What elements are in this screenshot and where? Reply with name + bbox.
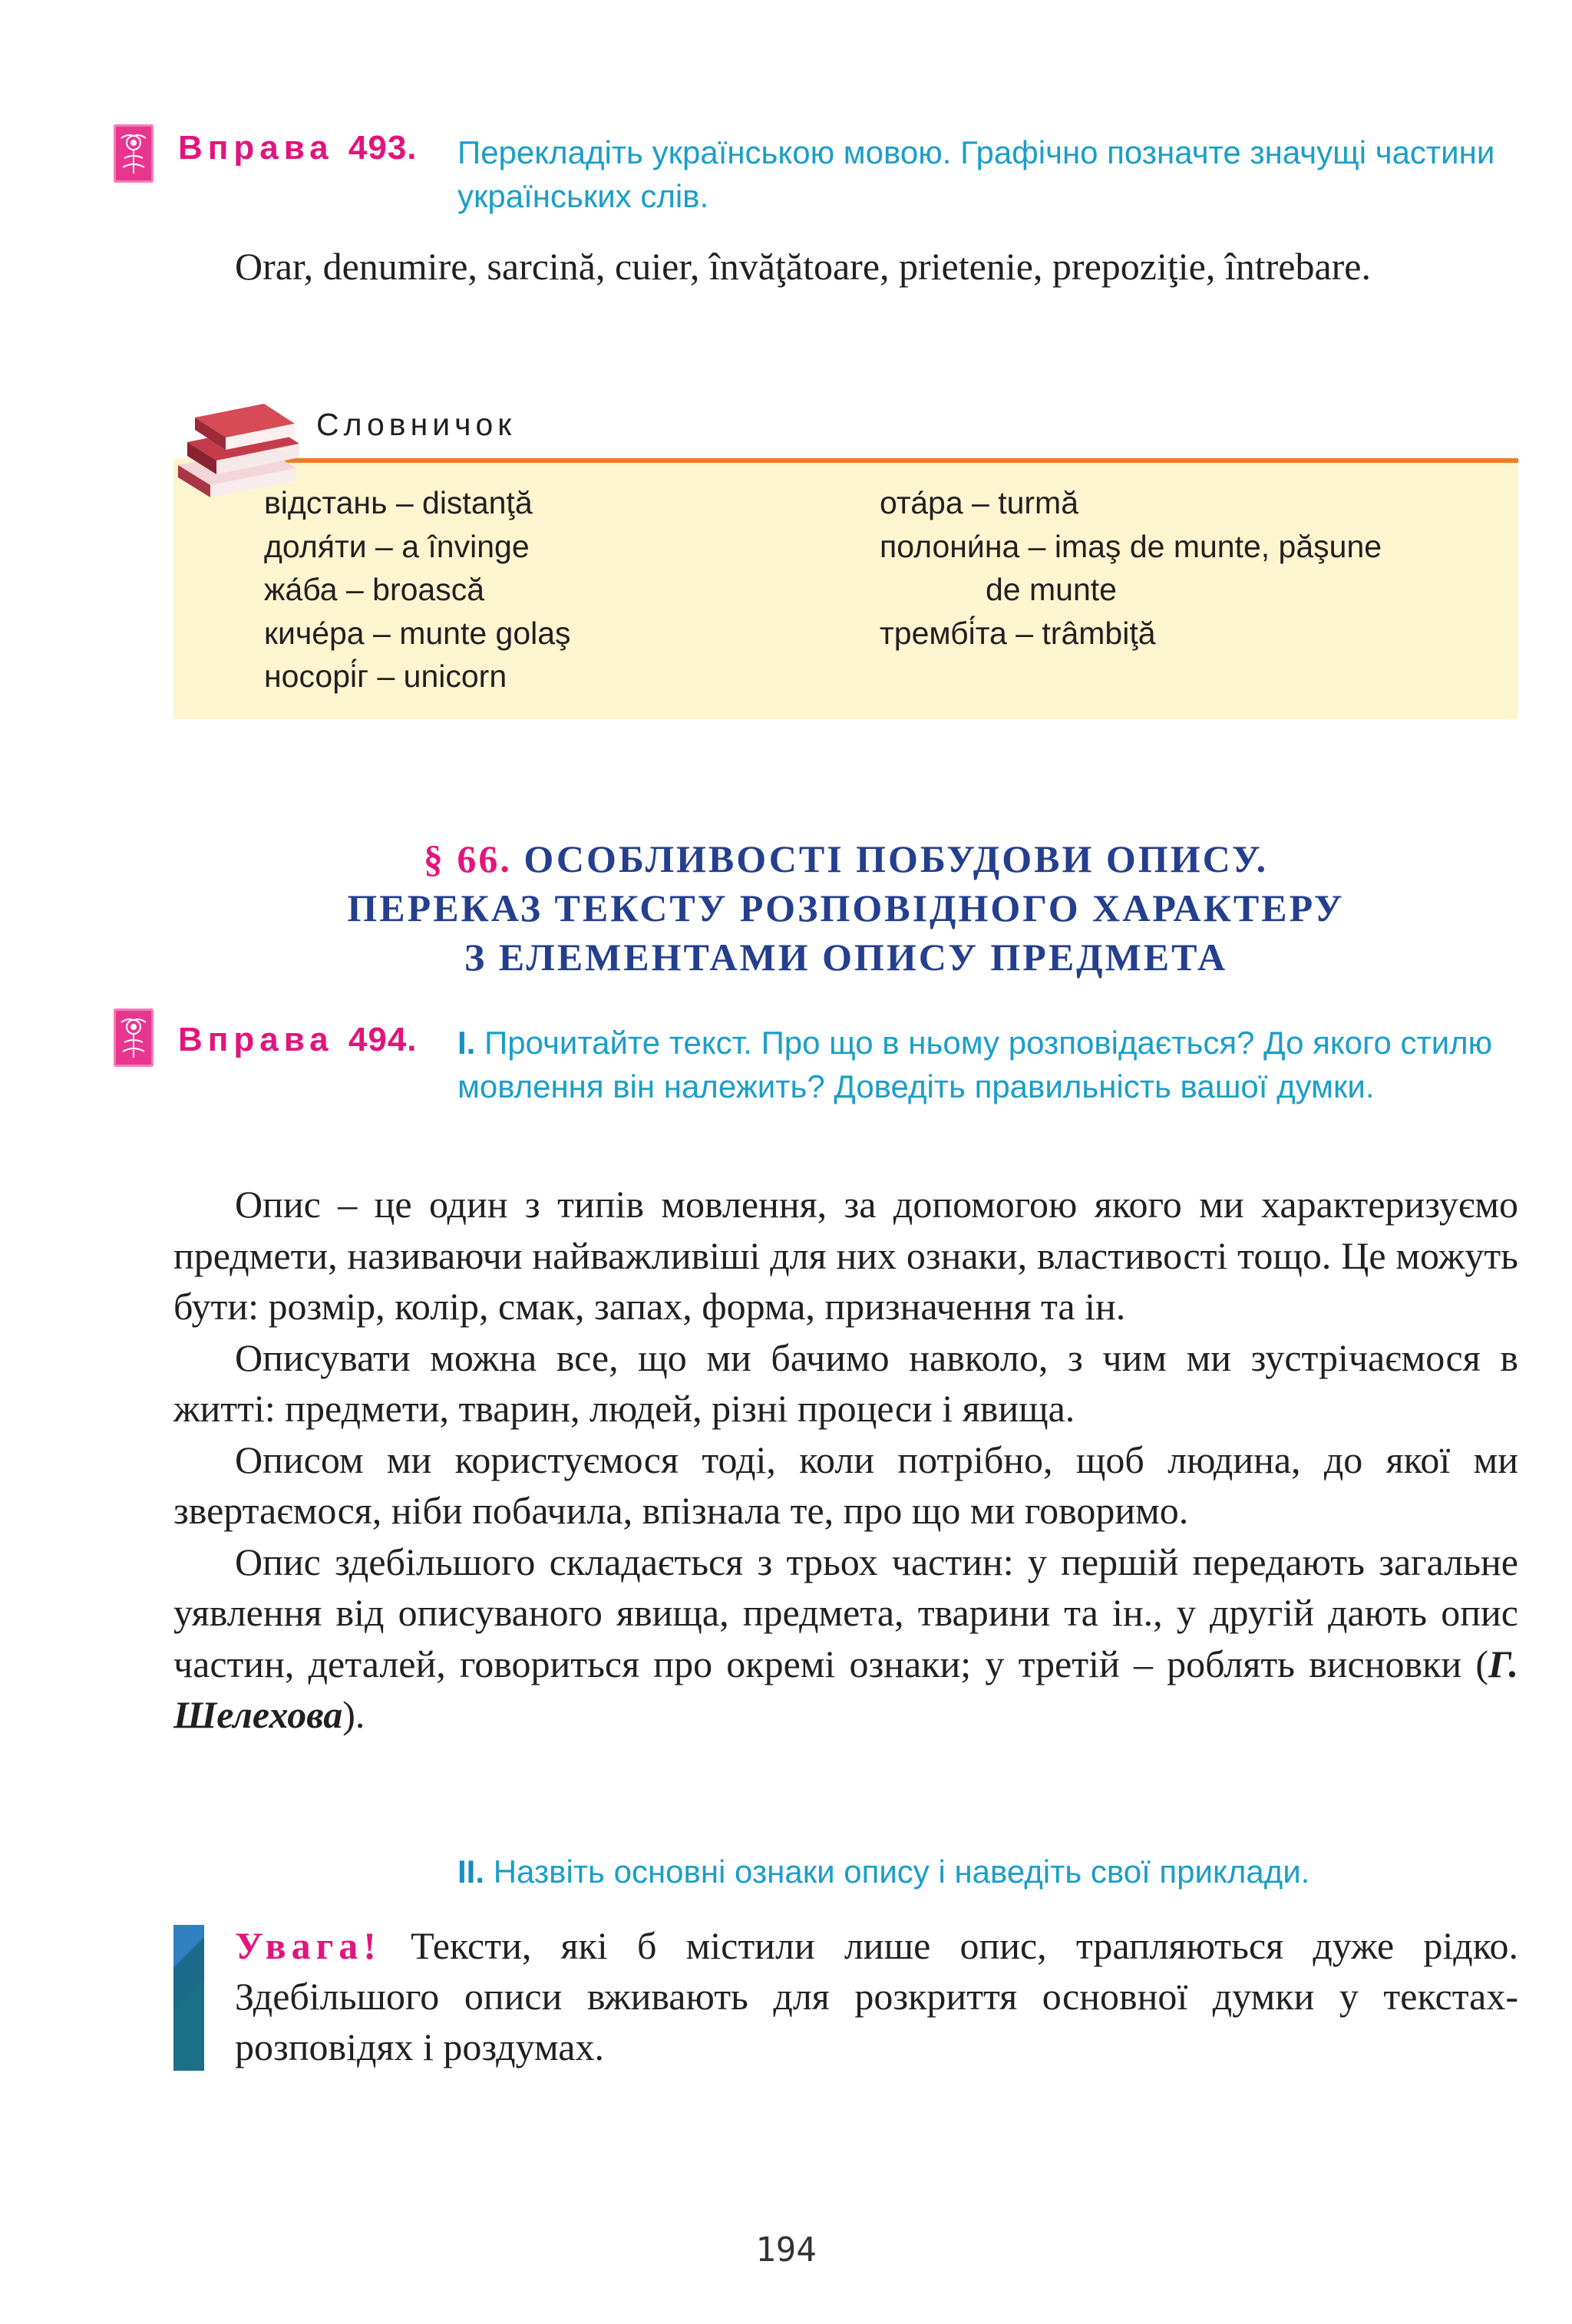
exercise-494-label: Вправа 494.: [178, 1021, 418, 1058]
vocabulary-right-column: [880, 481, 1382, 655]
vocabulary-left-column: [264, 481, 571, 698]
vocab-entry: доля́ти – a învinge: [264, 528, 530, 564]
vocab-entry: полони́на – imaş de munte, păşune: [880, 528, 1382, 564]
paragraph: Описувати можна все, що ми бачимо навколо, з чим ми зустрічаємося в житті: предмети, тварин, людей, різні процеси і явища.: [173, 1335, 1518, 1430]
vocab-entry-continuation: de munte: [986, 572, 1117, 607]
vocab-entry: відстань – distanţă: [264, 485, 533, 520]
exercise-493-text: Orar, denumire, sarcină, cuier, învăţătoare, prietenie, prepoziţie, întrebare.: [235, 245, 1371, 288]
exercise-494-text: [173, 1179, 1518, 1741]
vocab-entry: киче́ра – munte golaş: [264, 615, 571, 651]
section-heading: § 66. ОСОБЛИВОСТІ ПОБУДОВИ ОПИСУ. ПЕРЕКАЗ ТЕКСТУ РОЗПОВІДНОГО ХАРАКТЕРУ З ЕЛЕМЕНТАМИ ОПИСУ ПРЕДМЕТА: [347, 837, 1345, 979]
paragraph: Описом ми користуємося тоді, коли потрібно, щоб людина, до якої ми звертаємося, ніби побачила, впізнала те, про що ми говоримо.: [173, 1438, 1518, 1532]
ornament-icon: [114, 124, 154, 183]
vocab-entry: жа́ба – broască: [264, 572, 485, 607]
paragraph: Опис – це один з типів мовлення, за допомогою якого ми характеризуємо предмети, називаючи найважливіші для них ознаки, властивості тощо. Це можуть бути: розмір, колір, смак, запах, форма, призначення та ін.: [173, 1183, 1518, 1328]
page-number: 194: [755, 2230, 817, 2270]
attention-bar: [173, 1925, 204, 2071]
vocab-entry: носорі́г – unicorn: [264, 659, 507, 694]
vocab-entry: трембі́та – trâmbiţă: [880, 615, 1156, 651]
ornament-icon: [114, 1008, 154, 1067]
exercise-493-task: Перекладіть українською мовою. Графічно позначте значущі частини українських слів.: [457, 134, 1495, 214]
vocabulary-divider: [244, 458, 1518, 463]
exercise-493-label: Вправа 493.: [178, 129, 418, 167]
exercise-494-task-1: I. Прочитайте текст. Про що в ньому розповідається? До якого стилю мовлення він належить? Доведіть правильність вашої думки.: [457, 1025, 1493, 1104]
attention-label: Увага!: [235, 1924, 381, 1967]
attention-note: Увага! Тексти, які б містили лише опис, трапляються дуже рідко. Здебільшого описи вживають для розкриття основної думки у текстах-розповідях і роздумах.: [235, 1924, 1519, 2068]
section-number: § 66.: [423, 837, 512, 880]
exercise-494-task-2: II. Назвіть основні ознаки опису і наведіть свої приклади.: [457, 1854, 1310, 1890]
author: Г. Шелехова: [173, 1642, 1518, 1736]
vocab-entry: ота́ра – turmă: [880, 485, 1079, 520]
paragraph: Опис здебільшого складається з трьох частин: у першій передають загальне уявлення від описуваного явища, предмета, тварини та ін., у другій дають опис частин, деталей, говориться про окремі ознаки; у третій – роблять висновки (Г. Шелехова).: [173, 1540, 1518, 1736]
vocabulary-title: Словничок: [316, 407, 517, 442]
